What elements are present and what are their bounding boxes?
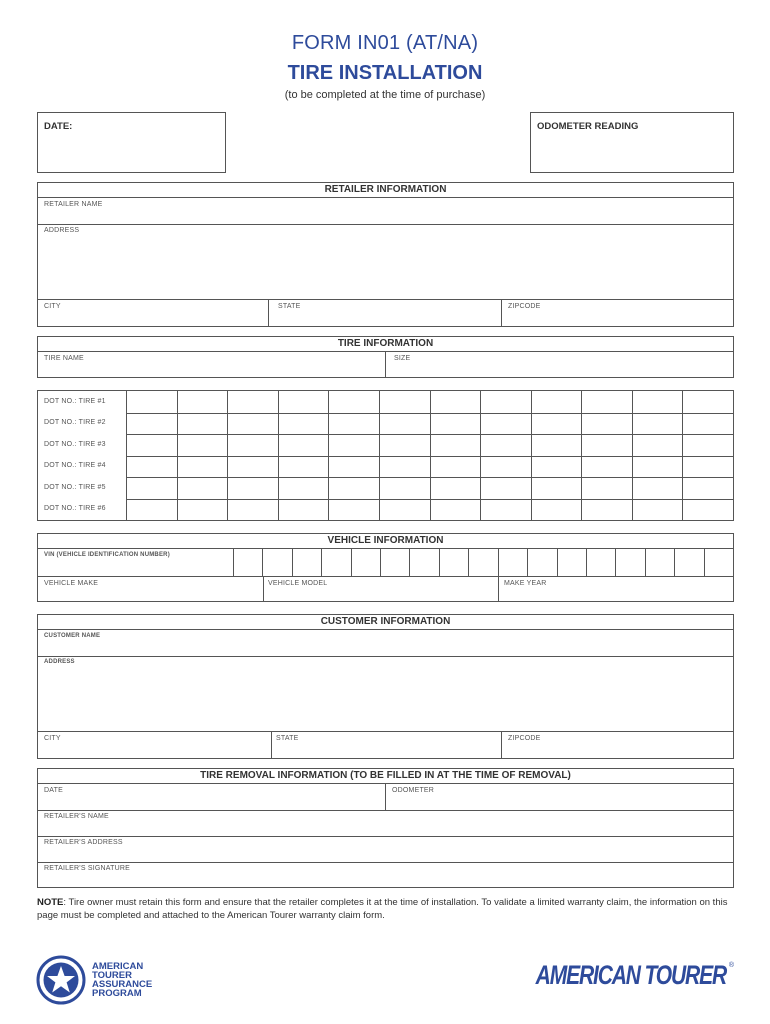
dot-row-label: DOT NO.: TIRE #6 [44, 505, 106, 513]
vin-digit-cell[interactable] [674, 549, 703, 576]
vin-digit-cell[interactable] [292, 549, 321, 576]
dot-digit-cell[interactable] [126, 434, 177, 456]
dot-digit-cell[interactable] [278, 434, 329, 456]
vin-digit-cell[interactable] [527, 549, 556, 576]
dot-digit-cell[interactable] [531, 413, 582, 435]
vin-digit-cell[interactable] [262, 549, 291, 576]
vin-digit-cell[interactable] [409, 549, 438, 576]
dot-digit-cell[interactable] [126, 456, 177, 478]
dot-digit-cell[interactable] [379, 391, 430, 413]
dot-digit-cell[interactable] [682, 413, 733, 435]
retailer-zip-label: ZIPCODE [508, 303, 541, 310]
vin-digit-cell[interactable] [468, 549, 497, 576]
assurance-program-logo [36, 955, 176, 1005]
dot-digit-cell[interactable] [126, 391, 177, 413]
dot-row-label: DOT NO.: TIRE #5 [44, 483, 106, 491]
vin-label: VIN (VEHICLE IDENTIFICATION NUMBER) [44, 552, 170, 558]
vin-digit-cell[interactable] [380, 549, 409, 576]
dot-digit-cell[interactable] [126, 413, 177, 435]
dot-digit-cell[interactable] [278, 413, 329, 435]
dot-grid [37, 390, 734, 521]
dot-digit-cell[interactable] [177, 391, 228, 413]
form-title: FORM IN01 (AT/NA) [291, 32, 479, 54]
dot-digit-cell[interactable] [682, 456, 733, 478]
note-text [37, 896, 737, 922]
vin-digit-cell[interactable] [645, 549, 674, 576]
dot-row-label: DOT NO.: TIRE #2 [44, 419, 106, 427]
dot-digit-cell[interactable] [227, 434, 278, 456]
dot-digit-cell[interactable] [126, 499, 177, 521]
removal-section [37, 768, 734, 888]
dot-digit-cell[interactable] [581, 456, 632, 478]
dot-row-label: DOT NO.: TIRE #4 [44, 462, 106, 470]
program-line-2: TOURER [92, 970, 132, 981]
vehicle-heading: VEHICLE INFORMATION [38, 534, 733, 549]
program-line-1: AMERICAN [92, 961, 144, 972]
retailer-name-label: RETAILER NAME [44, 201, 103, 208]
dot-digit-cell[interactable] [480, 456, 531, 478]
dot-digit-cell[interactable] [328, 477, 379, 499]
dot-digit-cell[interactable] [126, 477, 177, 499]
dot-digit-cell[interactable] [278, 391, 329, 413]
dot-digit-cell[interactable] [682, 477, 733, 499]
american-tourer-logo [440, 960, 734, 996]
main-title: TIRE INSTALLATION [287, 62, 483, 84]
dot-digit-cell[interactable] [430, 456, 481, 478]
subtitle: (to be completed at the time of purchase) [284, 89, 486, 101]
registered-mark: ® [728, 962, 734, 969]
dot-digit-cell[interactable] [278, 499, 329, 521]
dot-digit-cell[interactable] [682, 499, 733, 521]
dot-digit-cell[interactable] [480, 477, 531, 499]
dot-digit-cell[interactable] [632, 434, 683, 456]
dot-digit-cell[interactable] [480, 391, 531, 413]
vehicle-model-label: VEHICLE MODEL [268, 580, 328, 587]
vin-digit-cell[interactable] [704, 549, 733, 576]
tire-name-label: TIRE NAME [44, 355, 84, 362]
note-prefix: NOTE [37, 897, 64, 908]
retailer-name-removal-label: RETAILER'S NAME [44, 813, 109, 820]
dot-digit-cell[interactable] [632, 456, 683, 478]
dot-digit-cell[interactable] [632, 499, 683, 521]
dot-digit-cell[interactable] [379, 456, 430, 478]
removal-date-label: DATE [44, 787, 63, 794]
vin-digit-cell[interactable] [233, 549, 262, 576]
retailer-address-label: ADDRESS [44, 227, 80, 234]
vehicle-make-label: VEHICLE MAKE [44, 580, 99, 587]
retailer-address-input[interactable] [38, 225, 733, 299]
vin-digit-cell[interactable] [498, 549, 527, 576]
customer-zip-label: ZIPCODE [508, 735, 541, 742]
tire-heading: TIRE INFORMATION [38, 337, 733, 352]
removal-odometer-label: ODOMETER [392, 787, 435, 794]
retailer-section [37, 182, 734, 327]
dot-digit-cell[interactable] [430, 413, 481, 435]
dot-digit-cell[interactable] [177, 413, 228, 435]
dot-digit-cell[interactable] [227, 499, 278, 521]
dot-digit-cell[interactable] [480, 434, 531, 456]
dot-digit-cell[interactable] [682, 391, 733, 413]
retailer-city-label: CITY [44, 303, 61, 310]
dot-digit-cell[interactable] [328, 456, 379, 478]
note-body: : Tire owner must retain this form and ensure that the retailer completes it at the time of installation. To validate a limited warranty claim, the information on this page must be completed and attached to the American Tourer warranty claim form. [37, 897, 728, 921]
vin-digit-cell[interactable] [557, 549, 586, 576]
dot-digit-cell[interactable] [531, 391, 582, 413]
customer-section [37, 614, 734, 759]
customer-name-label: CUSTOMER NAME [44, 633, 101, 639]
program-line-4: PROGRAM [92, 988, 142, 999]
program-line-3: ASSURANCE [92, 979, 153, 990]
retailer-heading: RETAILER INFORMATION [38, 183, 733, 198]
dot-digit-cell[interactable] [531, 477, 582, 499]
dot-digit-cell[interactable] [328, 499, 379, 521]
dot-digit-cell[interactable] [480, 413, 531, 435]
dot-digit-cell[interactable] [177, 499, 228, 521]
dot-row-label: DOT NO.: TIRE #1 [44, 397, 106, 405]
brand-wordmark: AMERICAN TOURER [535, 960, 726, 990]
dot-digit-cell[interactable] [430, 477, 481, 499]
retailer-signature-label: RETAILER'S SIGNATURE [44, 865, 130, 872]
tire-size-label: SIZE [394, 355, 411, 362]
odometer-reading-field[interactable] [530, 112, 734, 173]
retailer-name-input[interactable] [38, 198, 733, 224]
customer-city-label: CITY [44, 735, 61, 742]
vin-digit-cell[interactable] [586, 549, 615, 576]
dot-row-label: DOT NO.: TIRE #3 [44, 440, 106, 448]
tire-section [37, 336, 734, 378]
dot-digit-cell[interactable] [227, 391, 278, 413]
vehicle-section [37, 533, 734, 602]
dot-digit-cell[interactable] [531, 434, 582, 456]
dot-digit-cell[interactable] [430, 499, 481, 521]
customer-name-input[interactable] [38, 630, 733, 656]
dot-digit-cell[interactable] [430, 434, 481, 456]
dot-digit-cell[interactable] [177, 434, 228, 456]
dot-digit-cell[interactable] [531, 456, 582, 478]
date-label: DATE: [44, 121, 73, 132]
dot-digit-cell[interactable] [278, 477, 329, 499]
dot-digit-cell[interactable] [328, 413, 379, 435]
make-year-label: MAKE YEAR [504, 580, 547, 587]
dot-digit-cell[interactable] [379, 477, 430, 499]
dot-digit-cell[interactable] [581, 477, 632, 499]
odometer-reading-label: ODOMETER READING [537, 121, 639, 132]
dot-digit-cell[interactable] [480, 499, 531, 521]
date-field[interactable] [37, 112, 226, 173]
dot-digit-cell[interactable] [379, 434, 430, 456]
dot-digit-cell[interactable] [581, 413, 632, 435]
customer-heading: CUSTOMER INFORMATION [38, 615, 733, 630]
dot-digit-cell[interactable] [227, 456, 278, 478]
dot-digit-cell[interactable] [328, 434, 379, 456]
dot-digit-cell[interactable] [328, 391, 379, 413]
dot-digit-cell[interactable] [632, 413, 683, 435]
customer-state-label: STATE [276, 735, 299, 742]
dot-digit-cell[interactable] [177, 477, 228, 499]
dot-digit-cell[interactable] [581, 499, 632, 521]
dot-digit-cell[interactable] [581, 434, 632, 456]
customer-address-input[interactable] [38, 657, 733, 731]
customer-address-label: ADDRESS [44, 659, 75, 665]
retailer-state-label: STATE [278, 303, 301, 310]
dot-digit-cell[interactable] [682, 434, 733, 456]
removal-heading: TIRE REMOVAL INFORMATION (TO BE FILLED IN AT THE TIME OF REMOVAL) [38, 769, 733, 784]
dot-digit-cell[interactable] [632, 477, 683, 499]
star-badge-icon [36, 955, 86, 1005]
dot-digit-cell[interactable] [379, 499, 430, 521]
dot-digit-cell[interactable] [581, 391, 632, 413]
dot-digit-cell[interactable] [278, 456, 329, 478]
vin-digit-cell[interactable] [439, 549, 468, 576]
vin-digit-cell[interactable] [615, 549, 644, 576]
vin-digit-cell[interactable] [321, 549, 350, 576]
dot-digit-cell[interactable] [632, 391, 683, 413]
retailer-address-removal-label: RETAILER'S ADDRESS [44, 839, 123, 846]
vin-boxes [233, 549, 733, 576]
dot-digit-cell[interactable] [430, 391, 481, 413]
vin-digit-cell[interactable] [351, 549, 380, 576]
dot-digit-cell[interactable] [177, 456, 228, 478]
dot-digit-cell[interactable] [227, 477, 278, 499]
dot-digit-cell[interactable] [227, 413, 278, 435]
dot-digit-cell[interactable] [379, 413, 430, 435]
dot-digit-cell[interactable] [531, 499, 582, 521]
